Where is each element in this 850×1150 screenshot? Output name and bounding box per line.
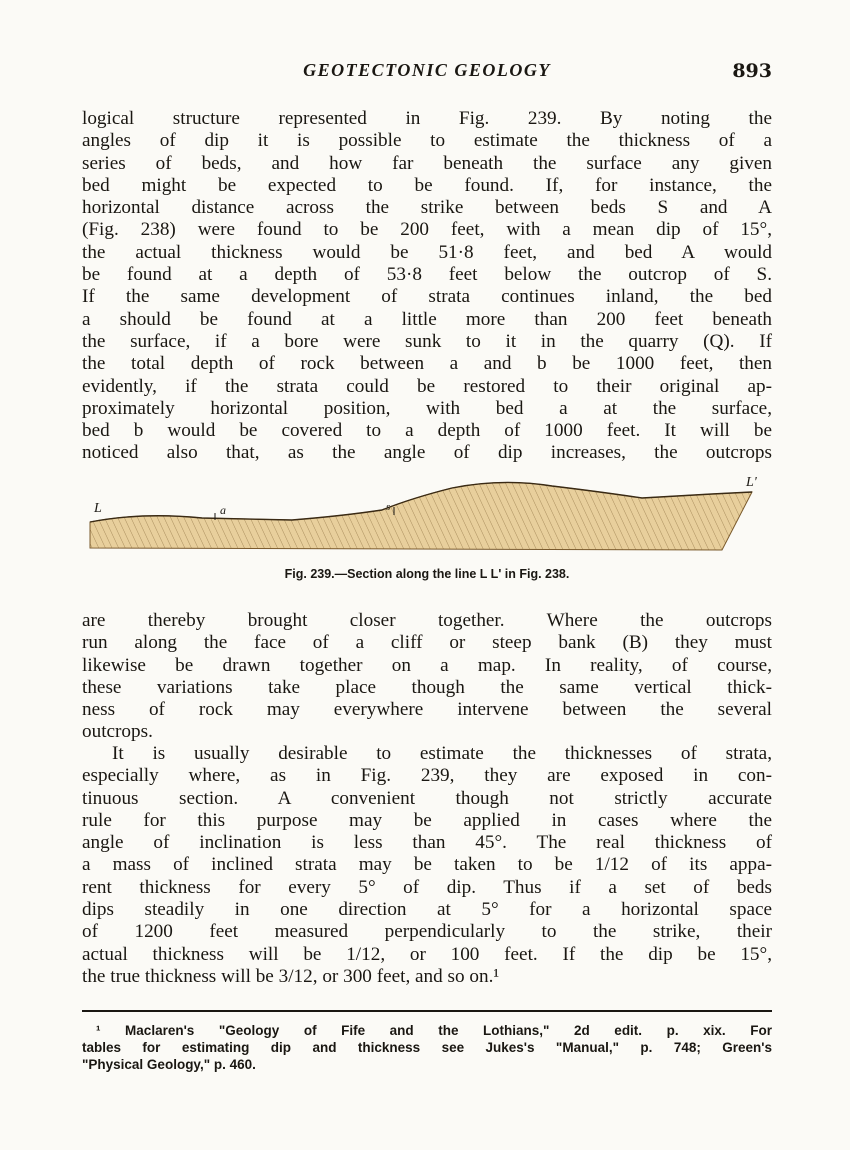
page-number: 893 — [732, 60, 772, 82]
footnote-divider — [82, 1010, 772, 1012]
text-line: run along the face of a cliff or steep bank (B) they must — [82, 632, 772, 654]
label-bed-a: a — [220, 503, 226, 517]
paragraph-2 — [82, 610, 772, 744]
footnote — [82, 1022, 772, 1073]
text-line: If the same development of strata continues inland, the bed — [82, 286, 772, 308]
text-line: the actual thickness would be 51·8 feet, and bed A would — [82, 241, 772, 263]
text-line: a mass of inclined strata may be taken to be 1/12 of its appa- — [82, 854, 772, 876]
text-line: actual thickness will be 1/12, or 100 feet. If the dip be 15°, — [82, 943, 772, 965]
text-line: rule for this purpose may be applied in cases where the — [82, 809, 772, 831]
text-line: the true thickness will be 3/12, or 300 feet, and so on.¹ — [82, 965, 500, 987]
text-line: outcrops. — [82, 721, 153, 743]
running-title: GEOTECTONIC GEOLOGY — [303, 60, 551, 80]
text-line: horizontal distance across the strike between beds S and A — [82, 197, 772, 219]
text-line: series of beds, and how far beneath the surface any given — [82, 152, 772, 174]
text-line: It is usually desirable to estimate the thicknesses of strata, — [112, 743, 772, 764]
figure-caption: Fig. 239.—Section along the line L L' in Fig. 238. — [284, 567, 570, 581]
page-header — [82, 60, 772, 88]
text-line: be found at a depth of 53·8 feet below the outcrop of S. — [82, 264, 772, 286]
text-line: tinuous section. A convenient though not strictly accurate — [82, 787, 772, 809]
text-line: (Fig. 238) were found to be 200 feet, with a mean dip of 15°, — [82, 219, 772, 241]
text-line: are thereby brought closer together. Where the outcrops — [82, 610, 772, 631]
text-line: ness of rock may everywhere intervene between the several — [82, 699, 772, 721]
text-line: a should be found at a little more than 200 feet beneath — [82, 308, 772, 330]
label-left-end: L — [94, 501, 102, 516]
text-line: noticed also that, as the angle of dip increases, the outcrops — [82, 442, 772, 464]
text-line: dips steadily in one direction at 5° for a horizontal space — [82, 899, 772, 921]
label-right-end: L' — [746, 475, 757, 490]
text-line: likewise be drawn together on a map. In reality, of course, — [82, 654, 772, 676]
footnote-line: ¹ Maclaren's "Geology of Fife and the Lothians," 2d edit. p. xix. For — [96, 1023, 772, 1038]
text-line: bed might be expected to be found. If, for instance, the — [82, 174, 772, 196]
text-line: the surface, if a bore were sunk to it in the quarry (Q). If — [82, 330, 772, 352]
text-line: especially where, as in Fig. 239, they are exposed in con- — [82, 765, 772, 787]
text-line: bed b would be covered to a depth of 1000 feet. It will be — [82, 420, 772, 442]
text-line: of 1200 feet measured perpendicularly to the strike, their — [82, 921, 772, 943]
footnote-line: "Physical Geology," p. 460. — [82, 1057, 256, 1072]
footnote-line: tables for estimating dip and thickness see Jukes's "Manual," p. 748; Green's — [82, 1040, 772, 1055]
text-line: the total depth of rock between a and b be 1000 feet, then — [82, 353, 772, 375]
geologic-section-figure — [82, 470, 772, 580]
text-line: angles of dip it is possible to estimate the thickness of a — [82, 130, 772, 152]
text-line: angle of inclination is less than 45°. The real thickness of — [82, 832, 772, 854]
label-bed-s: s — [386, 501, 391, 513]
text-line: evidently, if the strata could be restored to their original ap- — [82, 375, 772, 397]
paragraph-1 — [82, 108, 772, 465]
strata-section-drawing — [82, 470, 772, 565]
paragraph-3 — [82, 743, 772, 988]
text-line: logical structure represented in Fig. 239. By noting the — [82, 108, 772, 129]
text-line: proximately horizontal position, with bed a at the surface, — [82, 397, 772, 419]
text-line: these variations take place though the same vertical thick- — [82, 676, 772, 698]
text-line: rent thickness for every 5° of dip. Thus if a set of beds — [82, 876, 772, 898]
